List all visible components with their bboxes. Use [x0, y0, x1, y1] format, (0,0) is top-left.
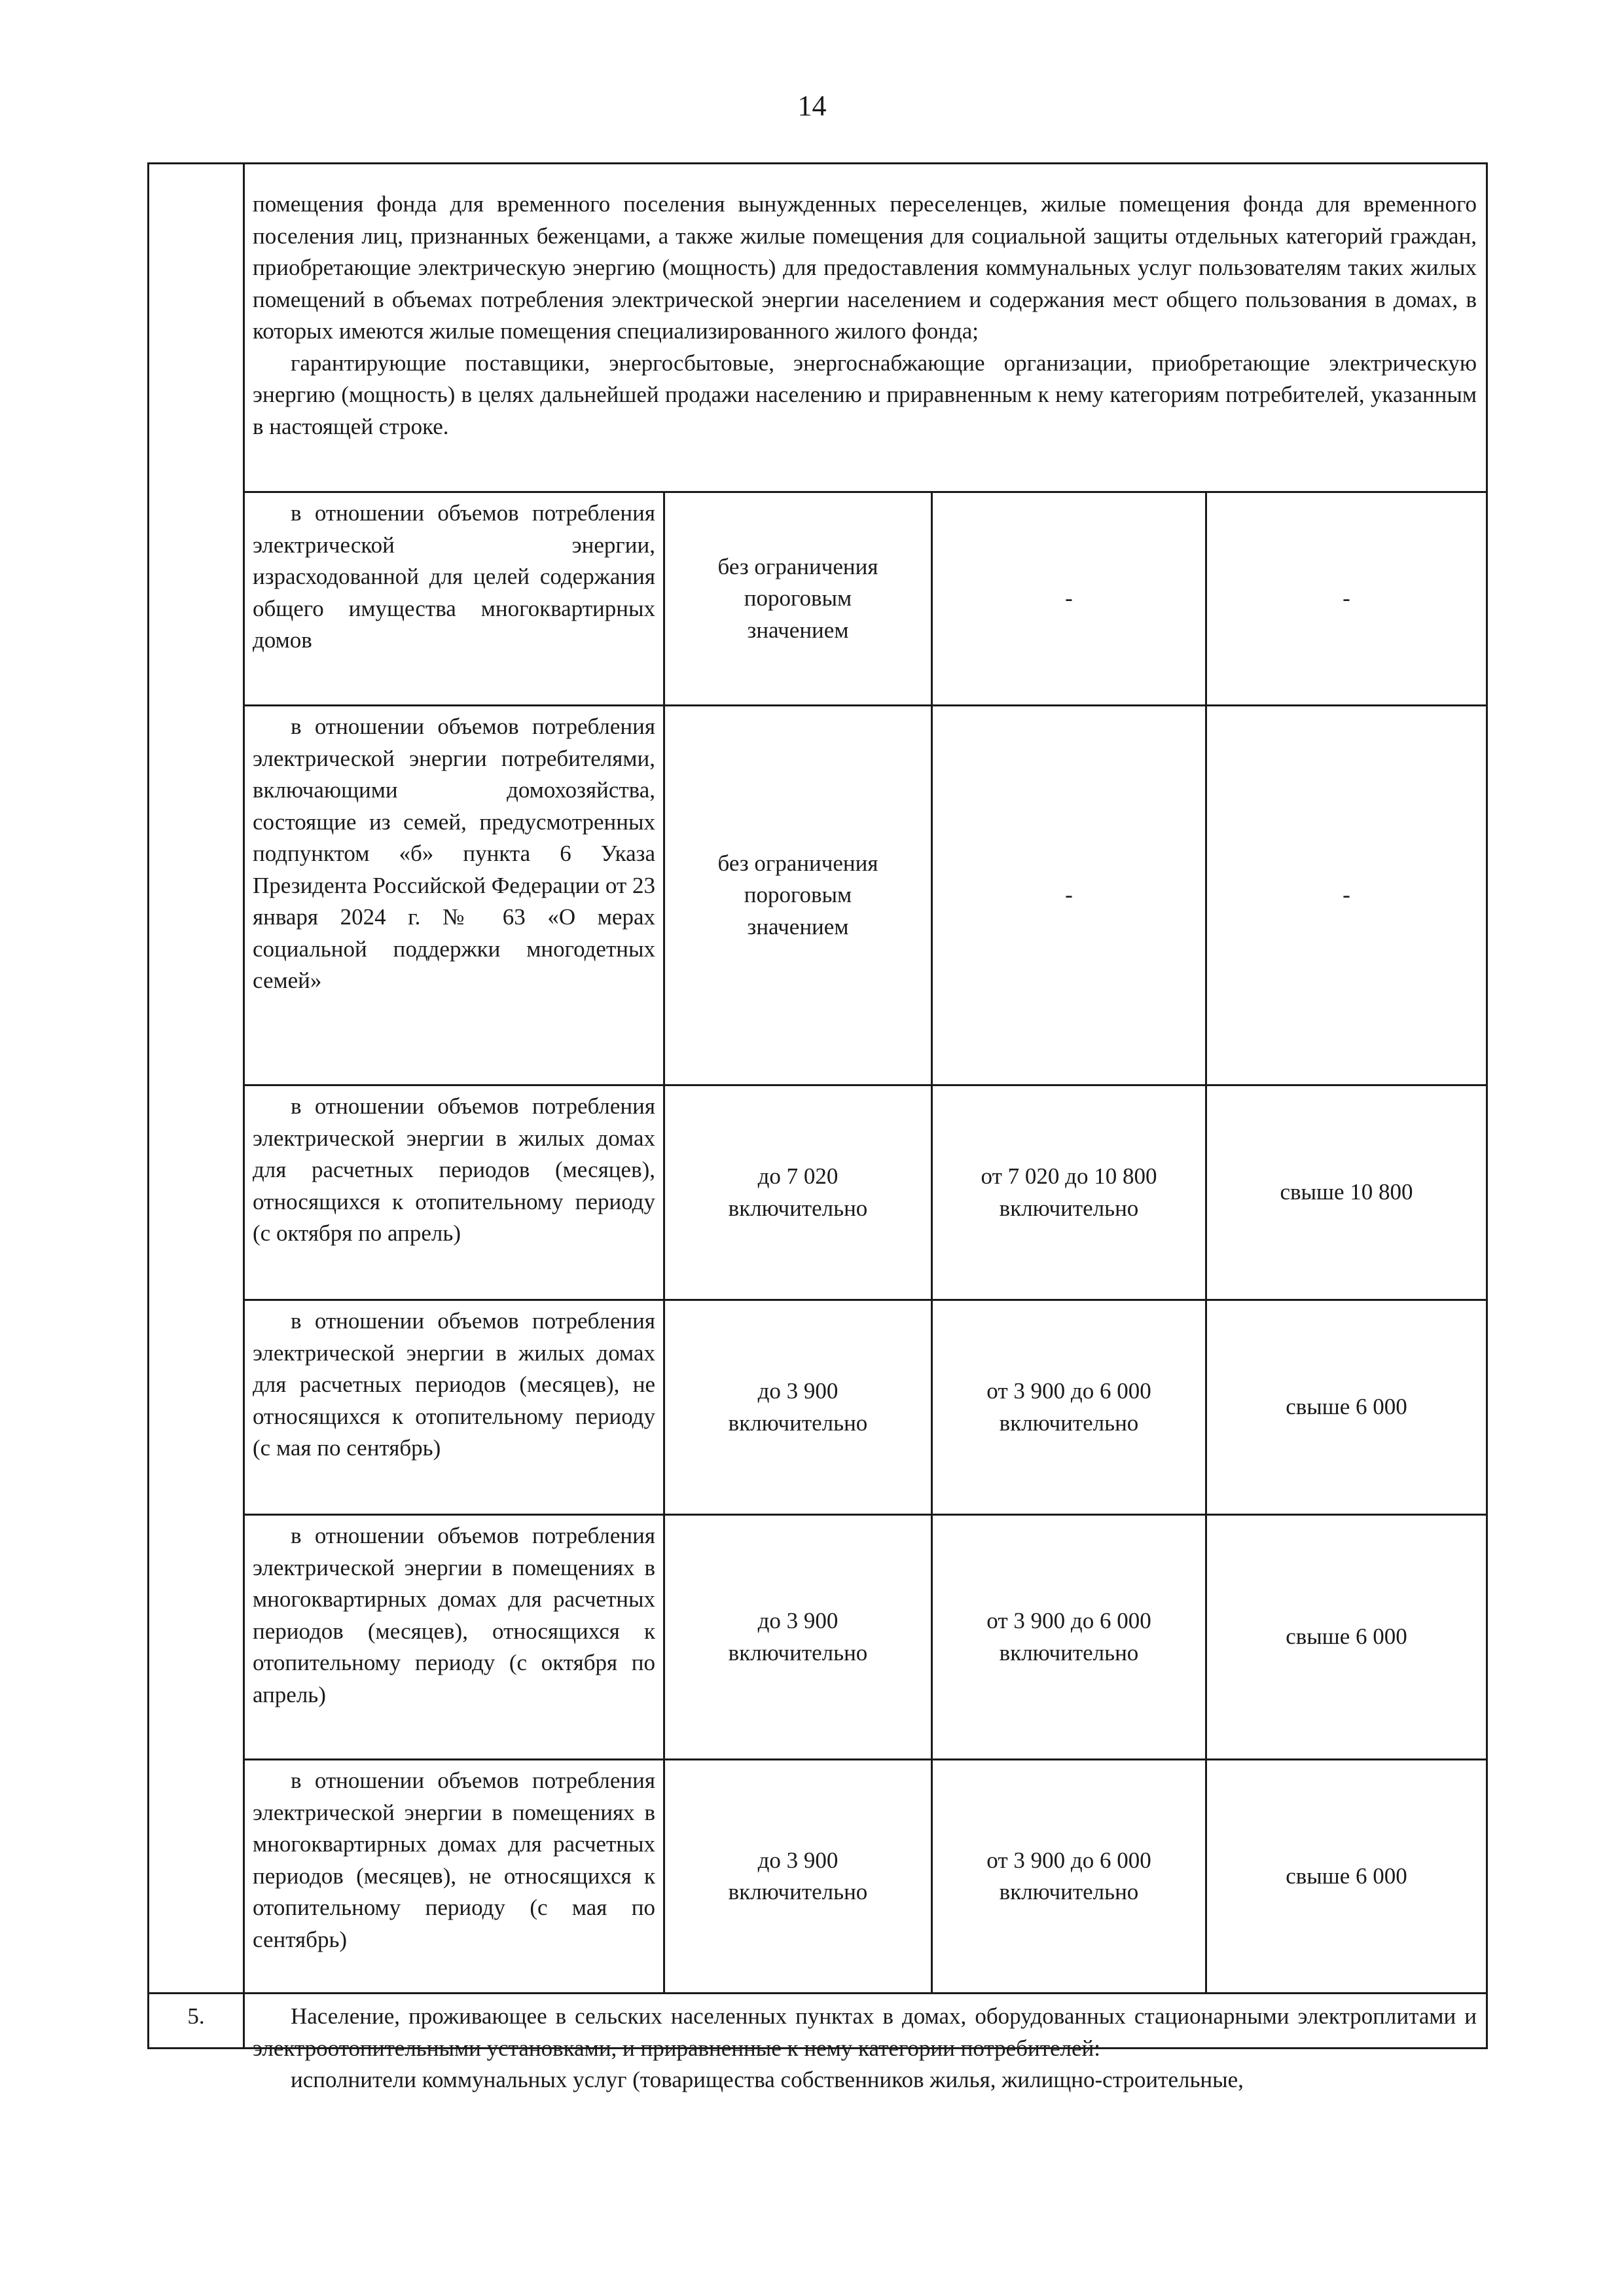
- row-description: в отношении объемов потребления электрической энергии в помещениях в многоквартирных домах для расчетных периодов (месяцев), не относящихся к отопительному периоду (с мая по сентябрь): [253, 1768, 655, 1952]
- tariff-table: [147, 162, 1488, 2092]
- threshold-range-3: свыше 6 000: [1286, 1394, 1407, 1420]
- threshold-range-3: свыше 6 000: [1286, 1624, 1407, 1650]
- threshold-range-1: до 3 900 включительно: [728, 1847, 868, 1904]
- row-description: в отношении объемов потребления электрической энергии в жилых домах для расчетных периодов (месяцев), относящихся к отопительному периоду (с октября по апрель): [253, 1093, 655, 1246]
- threshold-range-3: свыше 6 000: [1286, 1863, 1407, 1889]
- intro-cell: [253, 189, 1477, 443]
- table-border-right: [1486, 162, 1488, 2049]
- table-border-left: [147, 162, 149, 2049]
- threshold-range-2: -: [1065, 882, 1073, 908]
- section-divider: [147, 1992, 1488, 1994]
- section-5-text: Население, проживающее в сельских населенных пунктах в домах, оборудованных стационарными электроплитами и электроотопительными установками, и приравненные к нему категории потребителей: исполнители коммунальных услуг (товарищества собственников жилья, жилищно-строительные,: [253, 2003, 1477, 2092]
- threshold-range-2: от 3 900 до 6 000 включительно: [986, 1847, 1151, 1904]
- column-divider: [243, 162, 245, 2049]
- table-border-top: [147, 162, 1488, 164]
- threshold-range-1: без ограничения пороговым значением: [717, 850, 878, 939]
- threshold-range-3: свыше 10 800: [1280, 1179, 1413, 1205]
- row-description: в отношении объемов потребления электрической энергии, израсходованной для целей содержания общего имущества многоквартирных домов: [253, 500, 655, 653]
- intro-paragraph: помещения фонда для временного поселения вынужденных переселенцев, жилые помещения фонда для временного поселения лиц, признанных беженцами, а также жилые помещения для социальной защиты отдельных категорий граждан, приобретающие электрическую энергию (мощность) для предоставления коммунальных услуг пользователям таких жилых помещений в объемах потребления электрической энергии населением и содержания мест общего пользования в домах, в которых имеются жилые помещения специализированного жилого фонда;: [253, 191, 1477, 344]
- threshold-range-1: до 3 900 включительно: [728, 1608, 868, 1666]
- threshold-range-2: от 7 020 до 10 800 включительно: [981, 1163, 1157, 1221]
- row-description: в отношении объемов потребления электрической энергии в помещениях в многоквартирных домах для расчетных периодов (месяцев), относящихся к отопительному периоду (с октября по апрель): [253, 1523, 655, 1707]
- threshold-range-3: -: [1343, 585, 1350, 611]
- threshold-range-2: от 3 900 до 6 000 включительно: [986, 1378, 1151, 1436]
- row-description: в отношении объемов потребления электрической энергии в жилых домах для расчетных периодов (месяцев), не относящихся к отопительному периоду (с мая по сентябрь): [253, 1308, 655, 1461]
- threshold-range-1: до 3 900 включительно: [728, 1378, 868, 1436]
- threshold-range-3: -: [1343, 882, 1350, 908]
- page-number: 14: [797, 90, 827, 122]
- threshold-range-1: без ограничения пороговым значением: [717, 553, 878, 643]
- threshold-range-2: от 3 900 до 6 000 включительно: [986, 1608, 1151, 1666]
- threshold-range-2: -: [1065, 585, 1073, 611]
- row-description: в отношении объемов потребления электрической энергии потребителями, включающими домохозяйства, состоящие из семей, предусмотренных подпунктом «б» пункта 6 Указа Президента Российской Федерации от 23 января 2024 г. № 63 «О мерах социальной поддержки многодетных семей»: [253, 714, 655, 993]
- intro-paragraph: гарантирующие поставщики, энергосбытовые, энергоснабжающие организации, приобретающие электрическую энергию (мощность) в целях дальнейшей продажи населению и приравненным к нему категориям потребителей, указанным в настоящей строке.: [253, 350, 1477, 439]
- threshold-range-1: до 7 020 включительно: [728, 1163, 868, 1221]
- section-number: 5.: [187, 2003, 205, 2029]
